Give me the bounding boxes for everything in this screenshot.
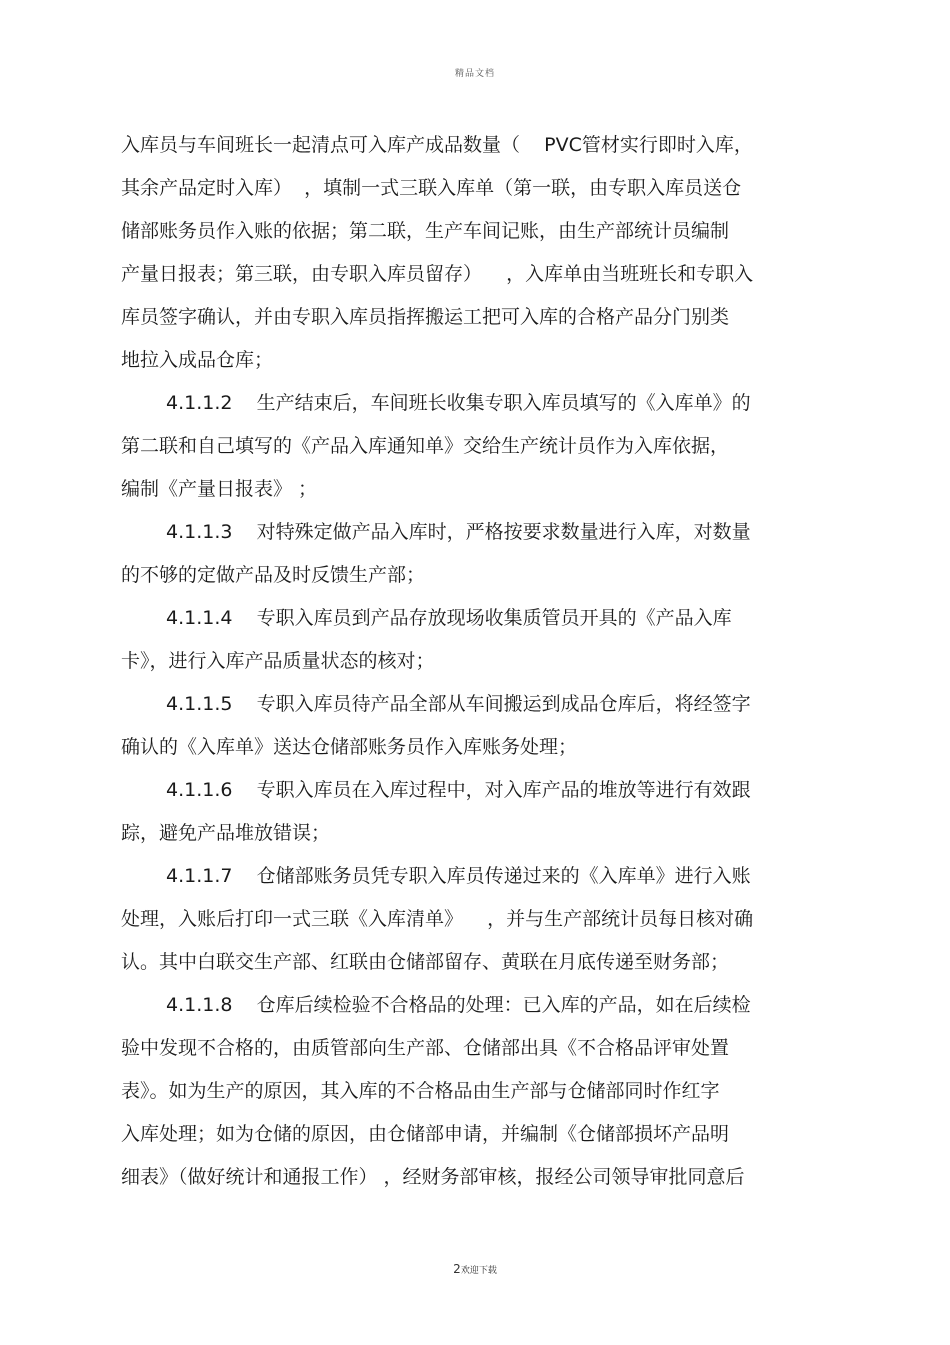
clause-4-1-1-8-line: 4.1.1.8 仓库后续检验不合格品的处理：已入库的产品，如在后续检 — [166, 994, 751, 1016]
page-footer — [0, 1262, 950, 1276]
clause-4-1-1-2-line: 4.1.1.2 生产结束后，车间班长收集专职入库员填写的《入库单》的 — [166, 392, 751, 414]
body-line: 卡》，进行入库产品质量状态的核对； — [121, 650, 435, 672]
body-line: 细表》（做好统计和通报工作） ，经财务部审核，报经公司领导审批同意后 — [121, 1166, 745, 1188]
page-header: 精品文档 — [454, 69, 495, 79]
body-line: 产量日报表；第三联，由专职入库员留存） ，入库单由当班班长和专职入 — [121, 263, 754, 285]
page-number: 2 — [453, 1262, 461, 1276]
body-line: 储部账务员作入账的依据；第二联，生产车间记账，由生产部统计员编制 — [121, 220, 730, 242]
body-line: 验中发现不合格的，由质管部向生产部、仓储部出具《不合格品评审处置 — [121, 1037, 730, 1059]
body-line: 库员签字确认，并由专职入库员指挥搬运工把可入库的合格产品分门别类 — [121, 306, 730, 328]
footer-text: 欢迎下载 — [460, 1266, 497, 1276]
body-line: 编制《产量日报表》 ； — [121, 478, 318, 500]
body-line: 其余产品定时入库） ，填制一式三联入库单（第一联，由专职入库员送仓 — [121, 177, 742, 199]
clause-4-1-1-6-line: 4.1.1.6 专职入库员在入库过程中，对入库产品的堆放等进行有效跟 — [166, 779, 751, 801]
body-line: 第二联和自己填写的《产品入库通知单》交给生产统计员作为入库依据， — [121, 435, 730, 457]
clause-4-1-1-7-line: 4.1.1.7 仓储部账务员凭专职入库员传递过来的《入库单》进行入账 — [166, 865, 751, 887]
body-line: 的不够的定做产品及时反馈生产部； — [121, 564, 426, 586]
clause-4-1-1-4-line: 4.1.1.4 专职入库员到产品存放现场收集质管员开具的《产品入库 — [166, 607, 732, 629]
clause-4-1-1-5-line: 4.1.1.5 专职入库员待产品全部从车间搬运到成品仓库后，将经签字 — [166, 693, 751, 715]
body-line: 处理，入账后打印一式三联《入库清单》 ，并与生产部统计员每日核对确 — [121, 908, 754, 930]
body-line: 表》。如为生产的原因，其入库的不合格品由生产部与仓储部同时作红字 — [121, 1080, 720, 1102]
document-body — [121, 124, 821, 1199]
body-line: 确认的《入库单》送达仓储部账务员作入库账务处理； — [121, 736, 578, 758]
body-line: 入库处理；如为仓储的原因，由仓储部申请，并编制《仓储部损坏产品明 — [121, 1123, 730, 1145]
clause-4-1-1-3-line: 4.1.1.3 对特殊定做产品入库时，严格按要求数量进行入库，对数量 — [166, 521, 751, 543]
body-line: 入库员与车间班长一起清点可入库产成品数量（ PVC管材实行即时入库， — [121, 134, 753, 156]
body-line: 地拉入成品仓库； — [121, 349, 274, 371]
body-line: 认。其中白联交生产部、红联由仓储部留存、黄联在月底传递至财务部； — [121, 951, 730, 973]
body-line: 踪，避免产品堆放错误； — [121, 822, 331, 844]
